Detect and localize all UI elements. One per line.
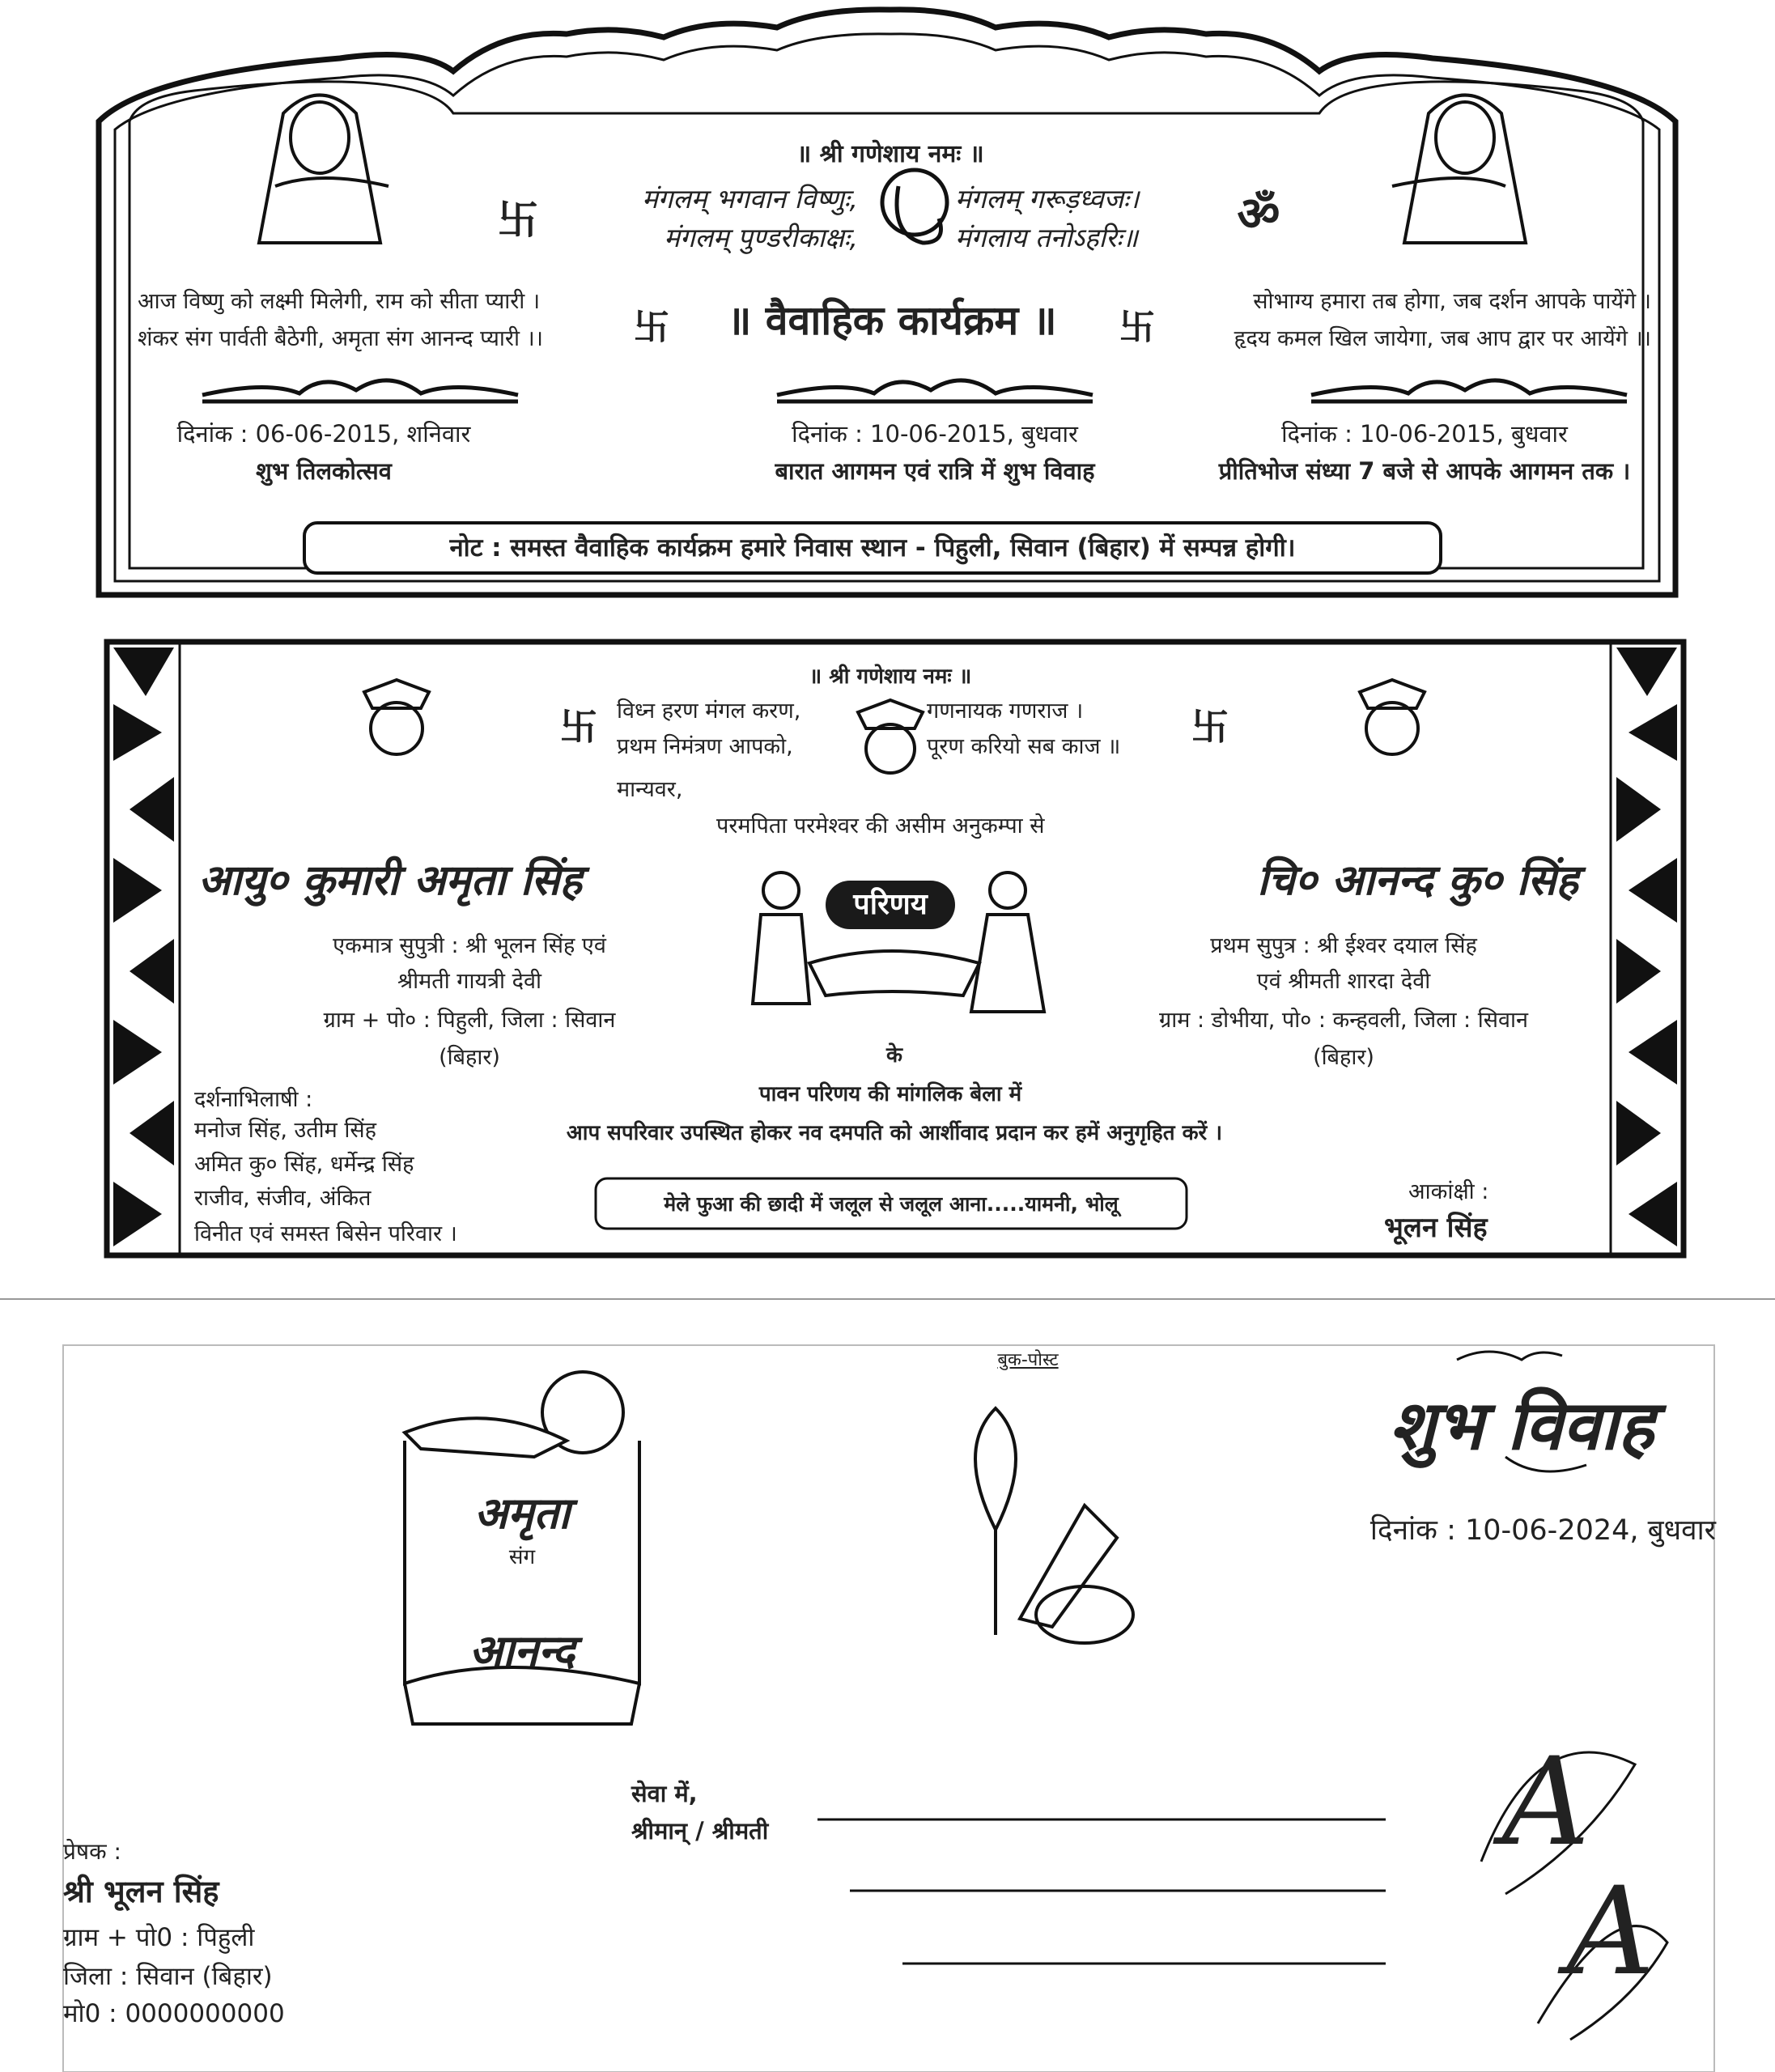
groom-detail: एवं श्रीमती शारदा देवी (1256, 969, 1431, 994)
salutation: मान्यवर, (617, 777, 683, 802)
bride-name: आयु० कुमारी अमृता सिंह (198, 856, 583, 905)
akankshi-title: आकांक्षी : (1408, 1179, 1489, 1204)
doha-right-1: गणनायक गणराज । (927, 698, 1084, 724)
blessing-line: परमपिता परमेश्वर की असीम अनुकम्पा से (716, 813, 1045, 839)
doha-right-2: पूरण करियो सब काज ॥ (927, 734, 1121, 759)
bride-detail: श्रीमती गायत्री देवी (397, 969, 541, 994)
bride-detail: ग्राम + पो० : पिहुली, जिला : सिवान (323, 1008, 616, 1033)
event-name: शुभ तिलकोत्सव (256, 457, 392, 485)
swastika-icon: 卐 (498, 197, 538, 244)
ke-text: के (886, 1043, 902, 1068)
akankshi-name: भूलन सिंह (1384, 1212, 1488, 1244)
card1-right-verse-2: हृदय कमल खिल जायेगा, जब आप द्वार पर आयेंगे ।। (1234, 326, 1651, 351)
card1-mangal-left-1: मंगलम् भगवान विष्णुः, (642, 183, 858, 214)
darshan-name: मनोज सिंह, उतीम सिंह (194, 1118, 376, 1143)
doha-left-2: प्रथम निमंत्रण आपको, (617, 734, 793, 759)
sender-address: ग्राम + पो0 : पिहुली (63, 1923, 255, 1952)
shriman-label: श्रीमान् / श्रीमती (631, 1817, 769, 1845)
event-date: दिनांक : 06-06-2015, शनिवार (176, 420, 471, 448)
om-icon: ॐ (1237, 186, 1280, 241)
event-date: दिनांक : 10-06-2015, बुधवार (792, 420, 1078, 448)
card1-mangal-right-1: मंगलम् गरूड़ध्वजः। (955, 183, 1140, 214)
groom-detail: ग्राम : डोभीया, पो० : कन्हवली, जिला : सिवान (1159, 1008, 1528, 1033)
invite-line: आप सपरिवार उपस्थित होकर नव दमपति को आर्शीवाद प्रदान कर हमें अनुगृहित करें । (566, 1121, 1223, 1145)
card1-mangal-left-2: मंगलम् पुण्डरीकाक्षः, (664, 222, 858, 253)
swastika-icon: 卐 (634, 307, 669, 348)
program-title: ॥ वैवाहिक कार्यक्रम ॥ (727, 297, 1057, 344)
ornament-dividers (202, 380, 1627, 401)
scroll-sang: संग (508, 1545, 536, 1569)
doha-left-1: विध्न हरण मंगल करण, (617, 698, 801, 724)
card2-ganesh-mantra: ॥ श्री गणेशाय नमः ॥ (809, 664, 972, 689)
card1-right-verse-1: सोभाग्य हमारा तब होगा, जब दर्शन आपके पायेंगे । (1253, 289, 1651, 314)
sender-name: श्री भूलन सिंह (63, 1874, 219, 1909)
event-name: प्रीतिभोज संध्या 7 बजे से आपके आगमन तक । (1218, 457, 1631, 485)
bride-detail: एकमात्र सुपुत्री : श्री भूलन सिंह एवं (333, 933, 606, 958)
monogram-letter: A (1566, 1862, 1655, 2002)
card1-left-verse-1: आज विष्णु को लक्ष्मी मिलेगी, राम को सीता प्यारी । (138, 289, 541, 314)
sender-title: प्रेषक : (63, 1838, 121, 1865)
groom-name: चि० आनन्द कु० सिंह (1257, 856, 1578, 905)
invite-line: पावन परिणय की मांगलिक बेला में (758, 1082, 1022, 1106)
darshan-name: विनीत एवं समस्त बिसेन परिवार । (194, 1221, 457, 1246)
sender-address: जिला : सिवान (बिहार) (63, 1962, 273, 1991)
sender-phone: मो0 : 0000000000 (63, 1999, 285, 2028)
seva-me: सेवा में, (631, 1780, 698, 1807)
darshan-name: अमित कु० सिंह, धर्मेन्द्र सिंह (194, 1152, 414, 1177)
ganesh-icon (882, 170, 947, 243)
event-date: दिनांक : 10-06-2015, बुधवार (1281, 420, 1568, 448)
card1-mangal-right-2: मंगलाय तनोऽहरिः॥ (955, 222, 1138, 253)
shehnai-illustration (975, 1408, 1133, 1643)
card1-ganesh-mantra: ॥ श्री गणेशाय नमः ॥ (796, 140, 984, 168)
monogram-letter: A (1501, 1732, 1590, 1873)
parinay-badge: परिणय (826, 881, 955, 929)
shubh-vivah-title: शुभ विवाह (1389, 1386, 1654, 1465)
swastika-icon: 卐 (560, 705, 597, 749)
scroll-groom-name: आनन्द (469, 1625, 575, 1676)
scroll-bride-name: अमृता (473, 1488, 571, 1539)
groom-detail: (बिहार) (1313, 1045, 1374, 1070)
children-note: मेले फुआ की छादी में जलूल से जलूल आना.....यामनी, भोलू (664, 1192, 1119, 1216)
event-name: बारात आगमन एवं रात्रि में शुभ विवाह (775, 457, 1095, 485)
groom-detail: प्रथम सुपुत्र : श्री ईश्वर दयाल सिंह (1210, 933, 1477, 958)
envelope-date: दिनांक : 10-06-2024, बुधवार (1369, 1514, 1716, 1547)
darshan-name: राजीव, संजीव, अंकित (194, 1186, 372, 1211)
swastika-icon: 卐 (1119, 307, 1155, 348)
swastika-icon: 卐 (1191, 705, 1229, 749)
darshan-title: दर्शनाभिलाषी : (194, 1087, 313, 1112)
kalash-icons (364, 680, 1425, 773)
book-post-label: बुक-पोस्ट (997, 1350, 1059, 1370)
bride-detail: (बिहार) (439, 1045, 500, 1070)
wedding-note: नोट : समस्त वैवाहिक कार्यक्रम हमारे निवास स्थान - पिहुली, सिवान (बिहार) में सम्पन्न होगी। (449, 533, 1296, 563)
card1-left-verse-2: शंकर संग पार्वती बैठेगी, अमृता संग आनन्द प्यारी ।। (138, 326, 544, 351)
